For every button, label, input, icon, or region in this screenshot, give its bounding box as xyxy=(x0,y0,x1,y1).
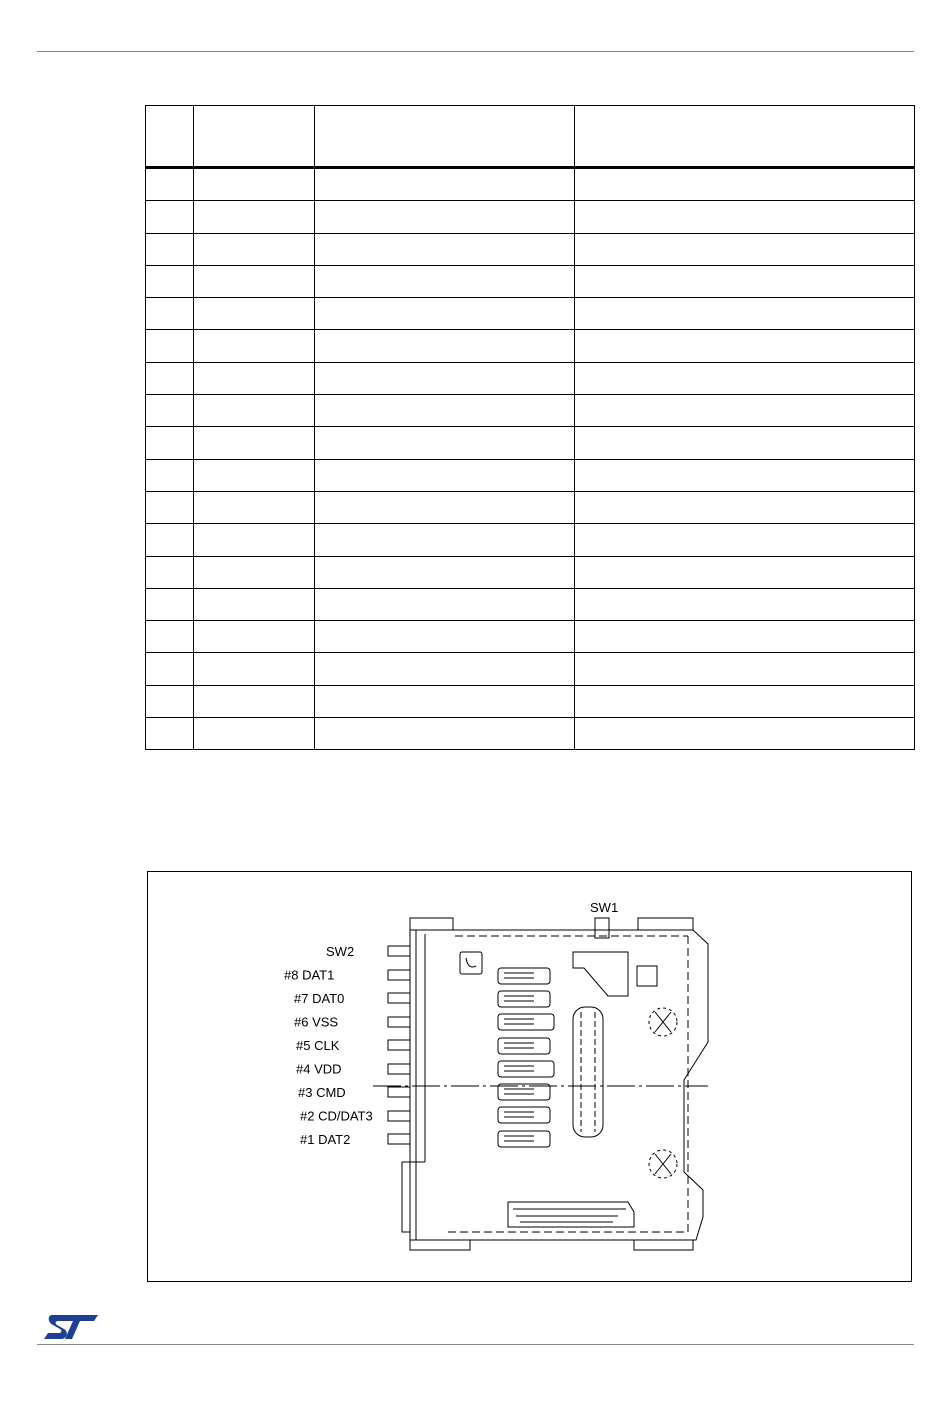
pin-label: #2 CD/DAT3 xyxy=(300,1108,373,1124)
table-cell xyxy=(315,718,575,750)
footer-rule xyxy=(37,1344,914,1345)
pin-label: #6 VSS xyxy=(294,1014,339,1030)
table-cell xyxy=(575,362,915,394)
table-cell xyxy=(575,524,915,556)
table-header-cell xyxy=(575,106,915,168)
table-cell xyxy=(146,524,194,556)
table-cell xyxy=(575,330,915,362)
contact-slots xyxy=(498,968,554,1147)
table-cell xyxy=(575,298,915,330)
table-cell xyxy=(315,265,575,297)
table-cell xyxy=(194,362,315,394)
table-cell xyxy=(146,588,194,620)
table-cell xyxy=(194,168,315,201)
pin-label: #8 DAT1 xyxy=(284,967,335,983)
table-cell xyxy=(146,168,194,201)
table-cell xyxy=(146,491,194,523)
table-cell xyxy=(194,685,315,717)
table-cell xyxy=(315,362,575,394)
table-cell xyxy=(575,427,915,459)
table-row xyxy=(146,168,915,201)
connector-body xyxy=(388,918,708,1250)
pinout-table xyxy=(145,105,915,750)
table-cell xyxy=(194,653,315,685)
table-row xyxy=(146,653,915,685)
pin-label: #3 CMD xyxy=(298,1085,346,1100)
sw1-label: SW1 xyxy=(590,900,619,915)
table-row xyxy=(146,588,915,620)
mounting-marks xyxy=(649,1008,677,1178)
table-cell xyxy=(146,233,194,265)
table-cell xyxy=(315,588,575,620)
table-cell xyxy=(315,168,575,201)
table-cell xyxy=(315,524,575,556)
table-cell xyxy=(575,588,915,620)
table-cell xyxy=(575,395,915,427)
table-cell xyxy=(194,395,315,427)
table-cell xyxy=(194,588,315,620)
table-cell xyxy=(575,168,915,201)
table-row xyxy=(146,201,915,233)
table-cell xyxy=(194,233,315,265)
table-row xyxy=(146,524,915,556)
table-header-cell xyxy=(194,106,315,168)
pin-stubs xyxy=(388,946,410,1144)
table-row xyxy=(146,362,915,394)
table-cell xyxy=(575,718,915,750)
connector-svg xyxy=(148,872,913,1283)
table-cell xyxy=(575,556,915,588)
table-row xyxy=(146,265,915,297)
table-row xyxy=(146,395,915,427)
table-cell xyxy=(315,459,575,491)
table-cell xyxy=(315,201,575,233)
table-cell xyxy=(315,556,575,588)
table-cell xyxy=(315,395,575,427)
table-cell xyxy=(146,201,194,233)
table-cell xyxy=(315,233,575,265)
table-row xyxy=(146,621,915,653)
table-cell xyxy=(146,621,194,653)
table-cell xyxy=(146,653,194,685)
table-row xyxy=(146,330,915,362)
table-cell xyxy=(146,395,194,427)
table-cell xyxy=(575,491,915,523)
table-cell xyxy=(315,653,575,685)
table-cell xyxy=(194,201,315,233)
table-row xyxy=(146,685,915,717)
table-header-cell xyxy=(146,106,194,168)
table-cell xyxy=(146,427,194,459)
table-cell xyxy=(146,459,194,491)
table-row xyxy=(146,233,915,265)
pin-label: #7 DAT0 xyxy=(294,991,345,1006)
table-cell xyxy=(194,718,315,750)
table-cell xyxy=(315,621,575,653)
table-cell xyxy=(146,718,194,750)
table-cell xyxy=(575,685,915,717)
pin-label: #5 CLK xyxy=(296,1038,340,1053)
table-cell xyxy=(146,265,194,297)
table-cell xyxy=(315,298,575,330)
st-logo-icon xyxy=(42,1313,100,1341)
table-cell xyxy=(315,685,575,717)
table-cell xyxy=(315,330,575,362)
table-cell xyxy=(194,298,315,330)
table-cell xyxy=(575,265,915,297)
table-cell xyxy=(146,330,194,362)
table-header-cell xyxy=(315,106,575,168)
table-row xyxy=(146,718,915,750)
table-cell xyxy=(194,491,315,523)
table-row xyxy=(146,459,915,491)
table-cell xyxy=(315,491,575,523)
table-cell xyxy=(194,459,315,491)
table-cell xyxy=(315,427,575,459)
table-cell xyxy=(194,524,315,556)
table-cell xyxy=(194,556,315,588)
connector-drawing xyxy=(147,871,912,1282)
table-cell xyxy=(194,621,315,653)
table-cell xyxy=(194,427,315,459)
table-header-row xyxy=(146,106,915,168)
table-cell xyxy=(575,459,915,491)
header-rule xyxy=(37,51,914,52)
table-cell xyxy=(575,653,915,685)
pin-label: #1 DAT2 xyxy=(300,1132,351,1147)
pin-label: SW2 xyxy=(326,944,355,959)
pin-label-group xyxy=(284,944,373,1147)
table-row xyxy=(146,491,915,523)
table-cell xyxy=(146,556,194,588)
table-cell xyxy=(575,201,915,233)
table-cell xyxy=(146,362,194,394)
table-cell xyxy=(146,685,194,717)
table-cell xyxy=(194,265,315,297)
table-cell xyxy=(194,330,315,362)
table-cell xyxy=(146,298,194,330)
table-row xyxy=(146,556,915,588)
table-row xyxy=(146,427,915,459)
pin-label: #4 VDD xyxy=(296,1061,342,1077)
table-row xyxy=(146,298,915,330)
table-cell xyxy=(575,233,915,265)
table-cell xyxy=(575,621,915,653)
